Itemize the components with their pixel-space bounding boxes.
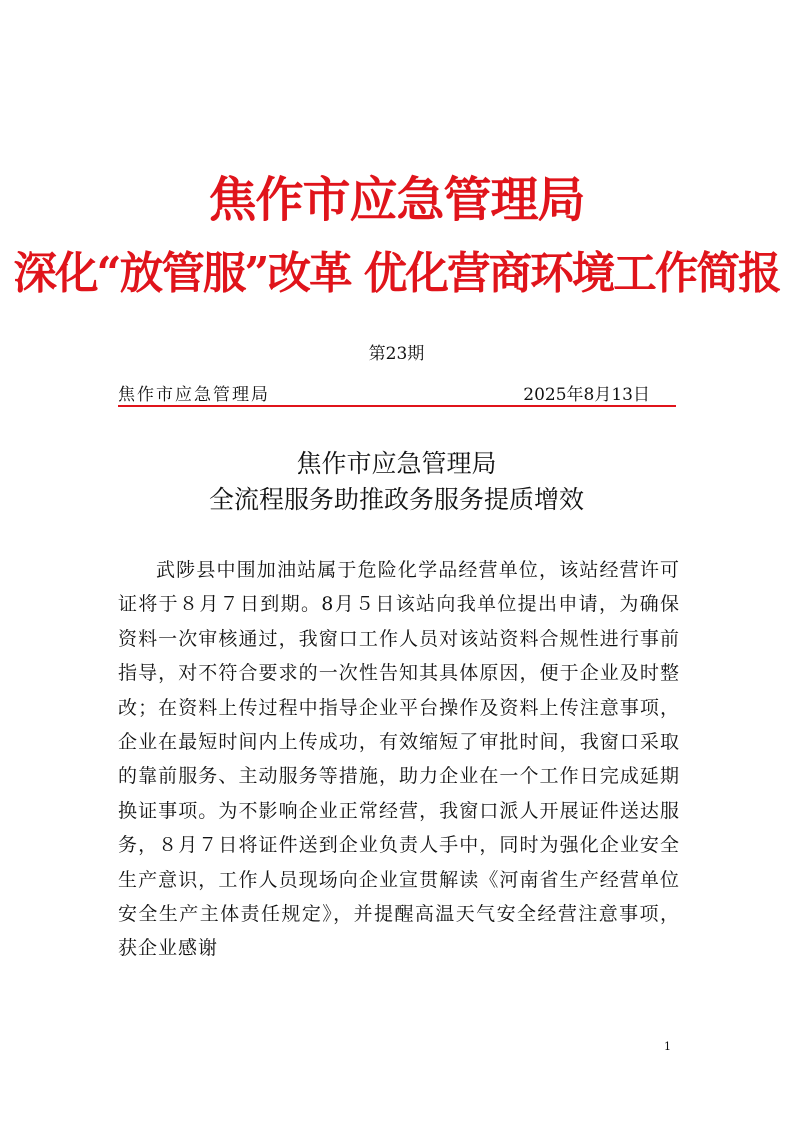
issuing-organization: 焦作市应急管理局 bbox=[118, 385, 270, 405]
masthead-subtitle: 深化“放管服”改革 优化营商环境工作简报 bbox=[13, 248, 780, 299]
red-divider-line bbox=[118, 405, 676, 407]
issue-date: 2025年8月13日 bbox=[523, 385, 650, 405]
article-paragraph: 武陟县中围加油站属于危险化学品经营单位，该站经营许可证将于８月７日到期。8月５日该站向我单位提出申请，为确保资料一次审核通过，我窗口工作人员对该站资料合规性进行事前指导，对不符合要求的一次性告知其具体原因，便于企业及时整改；在资料上传过程中指导企业平台操作及资料上传注意事项，企业在最短时间内上传成功，有效缩短了审批时间，我窗口采取的靠前服务、主动服务等措施，助力企业在一个工作日完成延期换证事项。为不影响企业正常经营，我窗口派人开展证件送达服务，８月７日将证件送到企业负责人手中，同时为强化企业安全生产意识，工作人员现场向企业宣贯解读《河南省生产经营单位安全生产主体责任规定》，并提醒高温天气安全经营注意事项，获企业感谢 bbox=[118, 559, 680, 960]
article-body bbox=[118, 553, 680, 966]
issue-number: 第23期 bbox=[368, 344, 425, 364]
masthead-title: 焦作市应急管理局 bbox=[208, 172, 585, 228]
article-title-line2: 全流程服务助推政务服务提质增效 bbox=[208, 485, 584, 514]
info-line bbox=[118, 383, 676, 407]
page-number: 1 bbox=[664, 1040, 671, 1053]
article-title-line1: 焦作市应急管理局 bbox=[296, 449, 497, 478]
